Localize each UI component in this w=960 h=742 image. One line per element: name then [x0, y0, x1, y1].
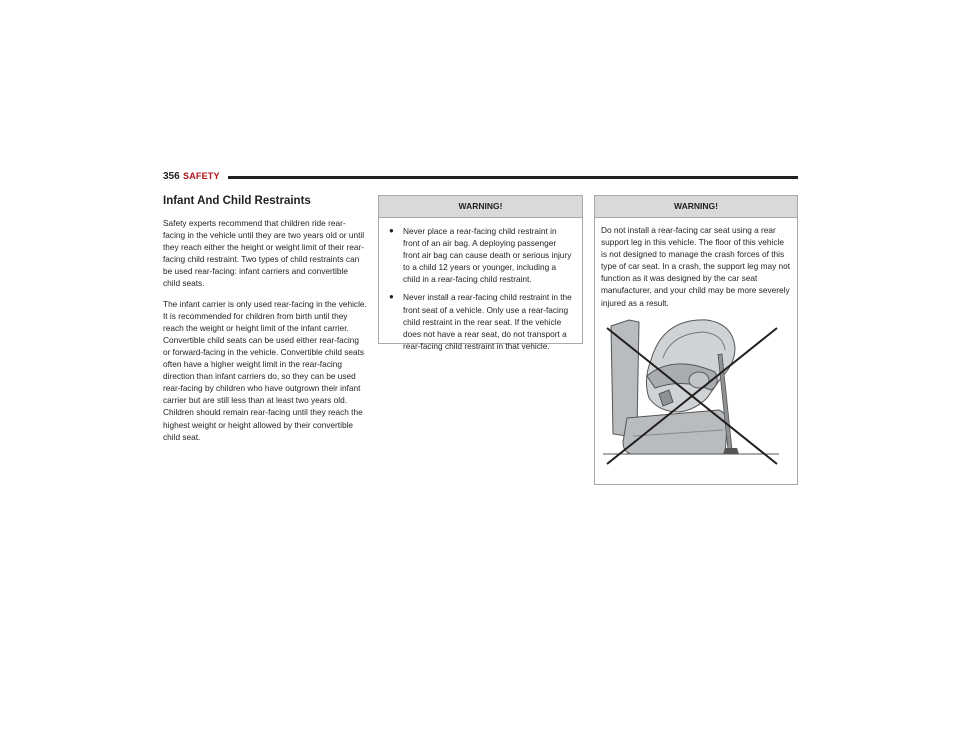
warning-item-text: Never install a rear-facing child restraint in the front seat of a vehicle. Only use a rear-facing child restraint in the rear seat. If the vehicle does not have a rear seat, do not transport a rear-facing child restraint in that vehicle. [403, 292, 572, 351]
warning-item [387, 291, 574, 351]
header-rule [228, 176, 798, 179]
bullet-icon: ● [389, 292, 394, 302]
bullet-icon: ● [389, 226, 394, 235]
warning-list [379, 218, 582, 352]
warning-item-text: Never place a rear-facing child restraint in front of an air bag. A deploying passenger front air bag can cause death or serious injury to a child 12 years or younger, including a child in a rear-facing child restraint. [403, 226, 572, 285]
main-column [163, 195, 367, 451]
warning-text: Do not install a rear-facing car seat using a rear support leg in this vehicle. The floor of this vehicle is not designed to manage the crash forces of this type of car seat. In a crash, the support leg may not function as it was designed by the car seat manufacturer, and your child may be more severely injured as a result. [601, 225, 791, 308]
page-number: 356 [163, 171, 180, 182]
warning-title: WARNING! [595, 196, 797, 218]
warning-box-support-leg [594, 195, 798, 485]
paragraph-1: Safety experts recommend that children ride rear-facing in the vehicle until they are two years old or until they reach either the height or weight limit of their rear-facing child restraint. Two types of child restraints can be used rear-facing: infant carriers and convertible child seats. [163, 218, 365, 289]
section-title: SAFETY [183, 171, 220, 181]
section-heading: Infant And Child Restraints [163, 195, 311, 207]
crossed-out-rear-facing-seat-with-support-leg-icon [603, 314, 789, 468]
warning-title: WARNING! [379, 196, 582, 218]
warning-item [387, 225, 574, 285]
paragraph-2: The infant carrier is only used rear-facing in the vehicle. It is recommended for children from birth until they reach the weight or height limit of the infant carrier. Convertible child seats can be used either rear-facing or forward-facing in the vehicle. Convertible child seats often have a higher weight limit in the rear-facing direction than infant carriers do, so they can be used rear-facing by children who have outgrown their infant carrier but are still less than at least two years old. Children should remain rear-facing until they reach the highest weight or height allowed by their convertible child seat. [163, 298, 367, 442]
warning-box-airbag [378, 195, 583, 351]
page-header [163, 171, 798, 187]
